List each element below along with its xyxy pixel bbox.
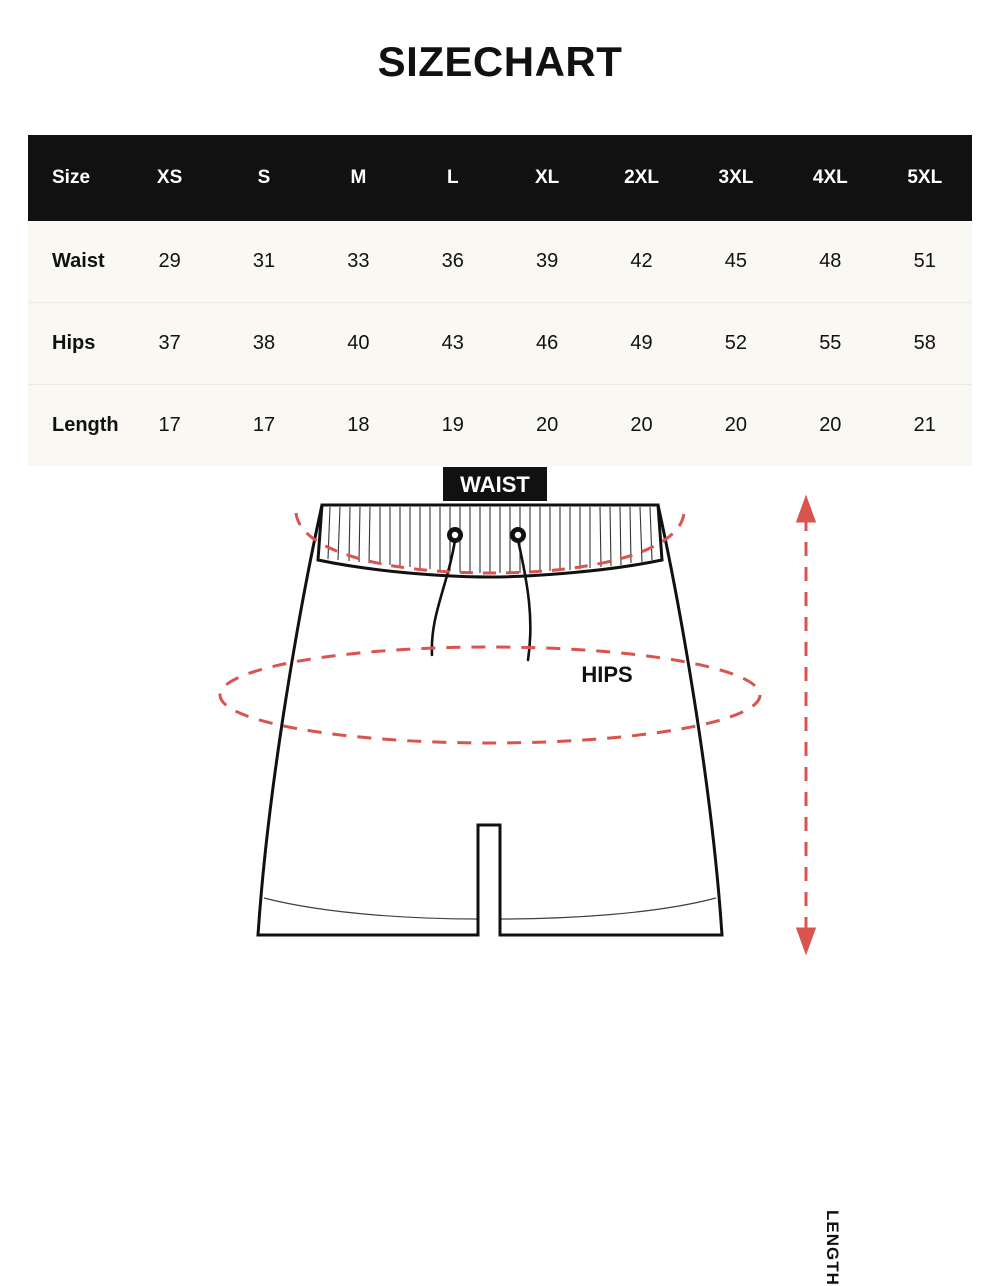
length-measure-arrow: [798, 499, 814, 951]
cell-waist-2xl: 42: [594, 221, 688, 303]
size-table: [28, 135, 972, 466]
column-header-size: Size: [52, 167, 91, 188]
length-label: LENGTH: [823, 1210, 842, 1286]
cell-waist-l: 36: [406, 221, 500, 303]
cell-hips-xl: 46: [500, 303, 594, 385]
cell-hips-4xl: 55: [783, 303, 877, 385]
row-label-hips: Hips: [28, 303, 122, 385]
cell-waist-4xl: 48: [783, 221, 877, 303]
cell-waist-xs: 29: [122, 221, 216, 303]
column-header-m: M: [350, 167, 367, 188]
cell-hips-m: 40: [311, 303, 405, 385]
cell-length-2xl: 20: [630, 414, 653, 436]
page-title: SIZECHART: [377, 38, 623, 85]
shorts-measurement-diagram: [0, 455, 1000, 1286]
cell-length-s: 17: [252, 414, 276, 436]
cell-hips-3xl: 52: [689, 303, 783, 385]
size-table-container: [28, 135, 972, 466]
column-header-2xl: 2XL: [624, 167, 659, 188]
size-table-body: [28, 221, 972, 466]
cell-waist-3xl: 45: [689, 221, 783, 303]
cell-hips-l: 43: [406, 303, 500, 385]
waist-label: WAIST: [460, 472, 530, 497]
column-header-xl: XL: [535, 167, 560, 188]
table-header-row: [28, 135, 972, 221]
table-row: [28, 303, 972, 385]
cell-hips-xs: 37: [122, 303, 216, 385]
cell-length-l: 19: [441, 414, 464, 436]
cell-waist-5xl: 51: [878, 221, 972, 303]
cell-length-4xl: 20: [819, 414, 842, 436]
cell-hips-5xl: 58: [878, 303, 972, 385]
cell-hips-2xl: 49: [594, 303, 688, 385]
column-header-5xl: 5XL: [907, 167, 943, 188]
column-header-s: S: [257, 167, 271, 188]
cell-length-m: 18: [347, 414, 370, 436]
cell-length-5xl: 21: [913, 414, 936, 436]
cell-length-xs: 17: [158, 414, 181, 436]
table-row: [28, 385, 972, 467]
column-header-4xl: 4XL: [812, 167, 848, 188]
row-label-waist: Waist: [28, 221, 122, 303]
column-header-3xl: 3XL: [718, 167, 754, 188]
cell-waist-m: 33: [311, 221, 405, 303]
cell-length-3xl: 20: [724, 414, 748, 436]
hips-label: HIPS: [581, 662, 633, 687]
size-table-head: [28, 135, 972, 221]
column-header-xs: XS: [156, 167, 183, 188]
cell-waist-xl: 39: [500, 221, 594, 303]
cell-length-xl: 20: [536, 414, 559, 436]
row-label-length: Length: [52, 414, 119, 436]
table-row: [28, 221, 972, 303]
cell-hips-s: 38: [217, 303, 311, 385]
column-header-l: L: [446, 167, 459, 188]
cell-waist-s: 31: [217, 221, 311, 303]
